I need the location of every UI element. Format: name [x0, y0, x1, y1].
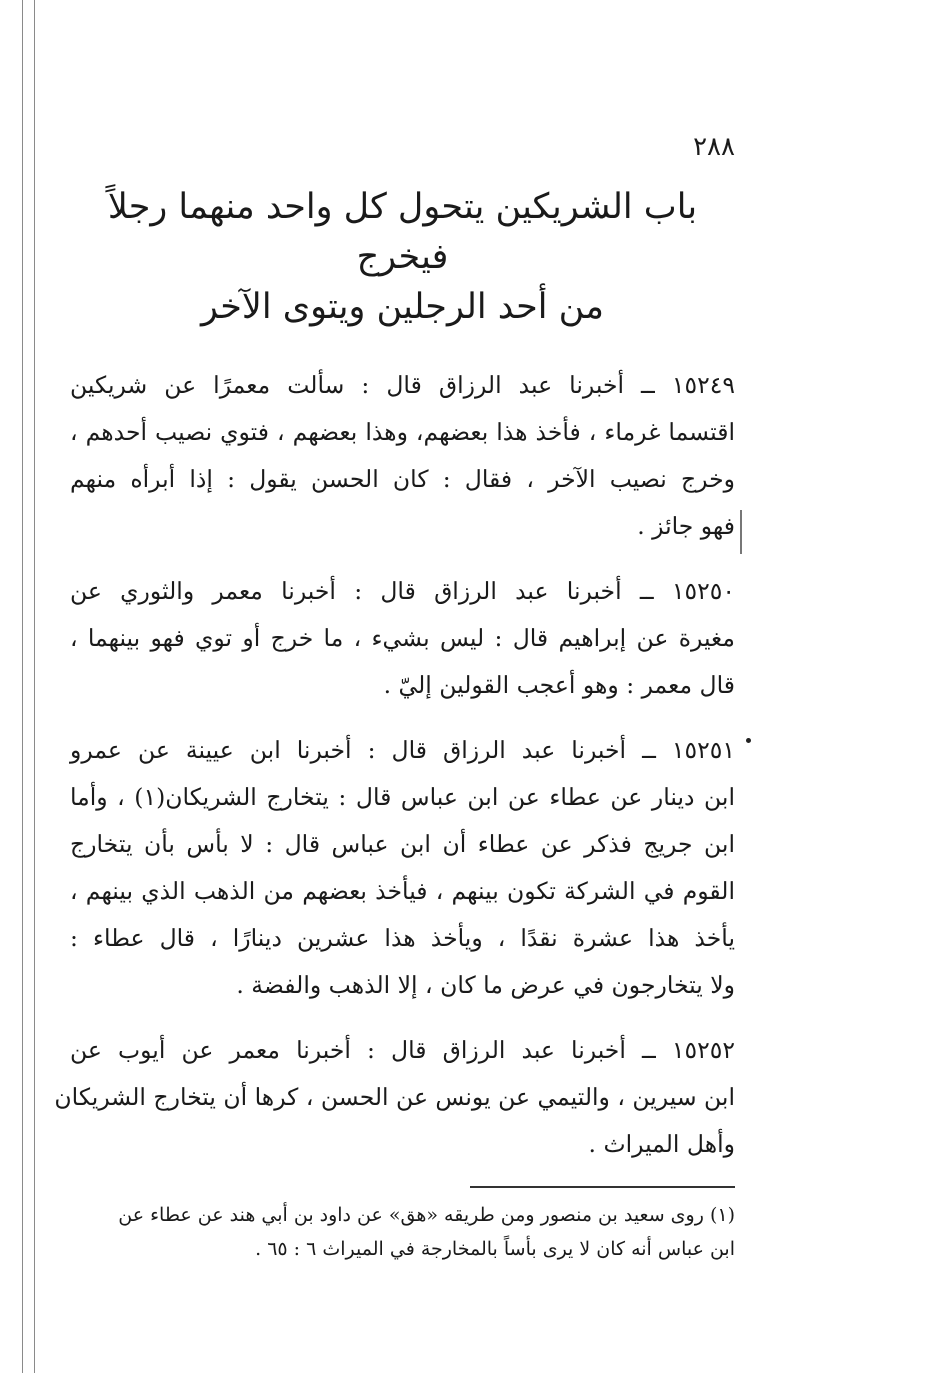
hadith-15249	[70, 362, 735, 550]
footnote	[70, 1198, 735, 1266]
hadith-line: القوم في الشركة تكون بينهم ، فيأخذ بعضهم من الذهب الذي بينهم ،	[70, 877, 735, 905]
hadith-line: ابن جريج فذكر عن عطاء أن ابن عباس قال : لا بأس بأن يتخارج	[70, 830, 735, 858]
book-page	[54, 130, 735, 1266]
hadith-line: ١٥٢٤٩ ــ أخبرنا عبد الرزاق قال : سألت معمرًا عن شريكين	[70, 371, 735, 399]
hadith-line: ابن سيرين ، والتيمي عن يونس عن الحسن ، كرها أن يتخارج الشريكان	[54, 1083, 735, 1111]
footnote-line-2: ابن عباس أنه كان لا يرى بأساً بالمخارجة في الميراث ٦ : ٦٥ .	[255, 1238, 735, 1260]
hadith-line: اقتسما غرماء ، فأخذ هذا بعضهم، وهذا بعضهم ، فتوي نصيب أحدهم ،	[70, 418, 735, 446]
hadith-line: ١٥٢٥١ ــ أخبرنا عبد الرزاق قال : أخبرنا ابن عيينة عن عمرو	[70, 736, 735, 764]
hadith-15252	[54, 1027, 735, 1168]
hadith-line: قال معمر : وهو أعجب القولين إليّ .	[383, 671, 735, 699]
hadith-line: وأهل الميراث .	[588, 1130, 735, 1158]
margin-mark	[740, 510, 742, 554]
page-number: ٢٨٨	[693, 132, 735, 162]
hadith-line: مغيرة عن إبراهيم قال : ليس بشيء ، ما خرج أو توي فهو بينهما ،	[70, 624, 735, 652]
hadith-line: ١٥٢٥٠ ــ أخبرنا عبد الرزاق قال : أخبرنا معمر والثوري عن	[70, 577, 735, 605]
hadith-15251	[70, 727, 735, 1009]
page-edge-line-left	[22, 0, 23, 1373]
hadith-line: وخرج نصيب الآخر ، فقال : كان الحسن يقول : إذا أبرأه منهم	[70, 465, 735, 493]
hadith-line: يأخذ هذا عشرة نقدًا ، ويأخذ هذا عشرين دينارًا ، قال عطاء :	[70, 924, 735, 952]
hadith-line: فهو جائز .	[637, 512, 735, 540]
hadith-15250	[70, 568, 735, 709]
chapter-title-line-1: باب الشريكين يتحول كل واحد منهما رجلاً فيخرج	[107, 187, 698, 277]
chapter-title-line-2: من أحد الرجلين ويتوى الآخر	[200, 287, 605, 327]
hadith-line: ١٥٢٥٢ ــ أخبرنا عبد الرزاق قال : أخبرنا معمر عن أيوب عن	[70, 1036, 735, 1064]
footnote-divider	[470, 1186, 735, 1188]
chapter-title	[70, 182, 735, 332]
hadith-line: ولا يتخارجون في عرض ما كان ، إلا الذهب والفضة .	[236, 971, 735, 999]
hadith-line: ابن دينار عن عطاء عن ابن عباس قال : يتخارج الشريكان(١) ، وأما	[70, 783, 735, 811]
margin-dot	[746, 738, 751, 743]
footnote-line-1: (١) روى سعيد بن منصور ومن طريقه «هق» عن داود بن أبي هند عن عطاء عن	[118, 1204, 735, 1226]
page-edge-line-left-inner	[34, 0, 35, 1373]
